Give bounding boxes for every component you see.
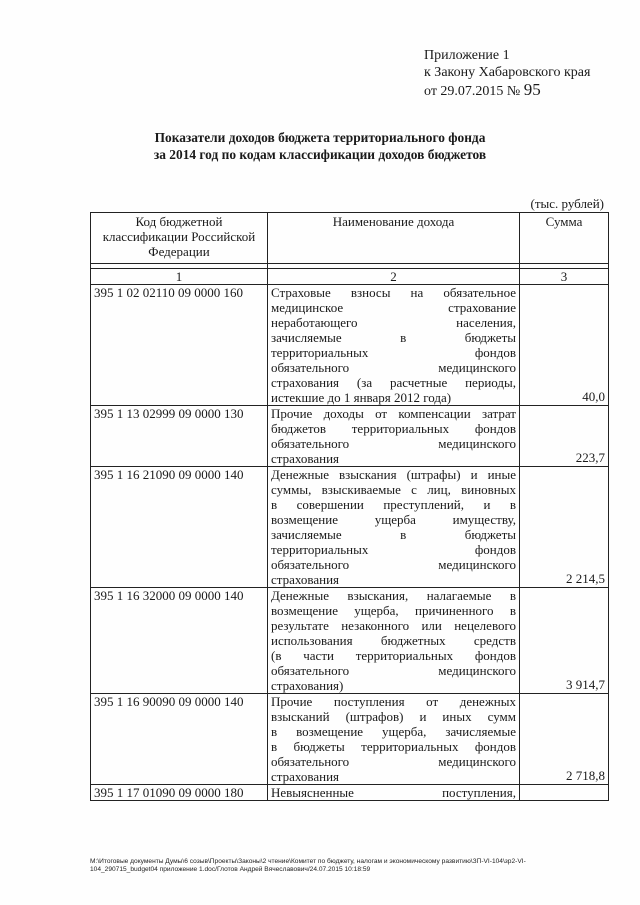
income-sum: 2 214,5 bbox=[520, 467, 609, 588]
income-name-line: использования бюджетных средств bbox=[271, 633, 516, 648]
units-label: (тыс. рублей) bbox=[530, 196, 604, 211]
income-name-line: (в части территориальных фондов bbox=[271, 648, 516, 663]
column-number: 3 bbox=[520, 269, 609, 285]
document-title bbox=[0, 129, 640, 163]
income-name-line: страхования bbox=[271, 572, 340, 587]
appendix-title: Приложение 1 bbox=[424, 48, 510, 63]
income-name-line: Денежные взыскания, налагаемые в bbox=[271, 588, 516, 603]
income-name-line: страхования bbox=[271, 769, 340, 784]
income-name-line: Денежные взыскания (штрафы) и иные bbox=[271, 467, 516, 482]
column-number: 2 bbox=[268, 269, 520, 285]
appendix-date bbox=[424, 81, 590, 100]
income-sum: 3 914,7 bbox=[520, 588, 609, 694]
income-name-line: Невыясненные поступления, bbox=[271, 785, 516, 800]
income-sum: 2 718,8 bbox=[520, 694, 609, 785]
income-name-line: бюджетов территориальных фондов bbox=[271, 421, 516, 436]
income-name bbox=[268, 406, 520, 467]
income-name-line: страхования bbox=[271, 451, 340, 466]
income-sum: 223,7 bbox=[520, 406, 609, 467]
income-name-line: истекшие до 1 января 2012 года) bbox=[271, 390, 452, 405]
table-row bbox=[91, 694, 609, 785]
table-body bbox=[91, 285, 609, 801]
income-name-line: возмещение ущерба, причиненного в bbox=[271, 603, 516, 618]
classification-code: 395 1 16 90090 09 0000 140 bbox=[91, 694, 268, 785]
appendix-number: 95 bbox=[523, 80, 541, 99]
appendix-block bbox=[424, 47, 590, 100]
header-code: Код бюджетной классификации Российской Федерации bbox=[91, 213, 268, 264]
income-name-line: Страховые взносы на обязательное bbox=[271, 285, 516, 300]
table-row bbox=[91, 406, 609, 467]
income-name bbox=[268, 467, 520, 588]
income-name-line: зачисляемые в бюджеты bbox=[271, 330, 516, 345]
classification-code: 395 1 17 01090 09 0000 180 bbox=[91, 785, 268, 801]
income-name-line: страхования) bbox=[271, 678, 344, 693]
income-name-line: обязательного медицинского bbox=[271, 754, 516, 769]
classification-code: 395 1 02 02110 09 0000 160 bbox=[91, 285, 268, 406]
table-header-row bbox=[91, 213, 609, 264]
appendix-law: к Закону Хабаровского края bbox=[424, 65, 591, 80]
income-name-line: страхования (за расчетные периоды, bbox=[271, 375, 516, 390]
income-sum bbox=[520, 785, 609, 801]
header-sum: Сумма bbox=[520, 213, 609, 264]
income-name-line: зачисляемые в бюджеты bbox=[271, 527, 516, 542]
income-sum: 40,0 bbox=[520, 285, 609, 406]
income-name-line: взысканий (штрафов) и иных сумм bbox=[271, 709, 516, 724]
income-name bbox=[268, 694, 520, 785]
income-name-line: Прочие поступления от денежных bbox=[271, 694, 516, 709]
income-name-line: обязательного медицинского bbox=[271, 663, 516, 678]
income-name-line: суммы, взыскиваемые с лиц, виновных bbox=[271, 482, 516, 497]
income-name-line: в возмещение ущерба, зачисляемые bbox=[271, 724, 516, 739]
income-name-line: неработающего населения, bbox=[271, 315, 516, 330]
income-name-line: возмещение ущерба имуществу, bbox=[271, 512, 516, 527]
income-name-line: обязательного медицинского bbox=[271, 436, 516, 451]
file-path-footer bbox=[90, 858, 610, 874]
income-name-line: в бюджеты территориальных фондов bbox=[271, 739, 516, 754]
income-name-line: медицинское страхование bbox=[271, 300, 516, 315]
income-table bbox=[90, 212, 609, 801]
title-line-1: Показатели доходов бюджета территориального фонда bbox=[154, 130, 486, 145]
income-name bbox=[268, 785, 520, 801]
header-name: Наименование дохода bbox=[268, 213, 520, 264]
classification-code: 395 1 16 32000 09 0000 140 bbox=[91, 588, 268, 694]
classification-code: 395 1 13 02999 09 0000 130 bbox=[91, 406, 268, 467]
column-number: 1 bbox=[91, 269, 268, 285]
table-row bbox=[91, 467, 609, 588]
income-name bbox=[268, 285, 520, 406]
income-name-line: результате незаконного или нецелевого bbox=[271, 618, 516, 633]
appendix-date-prefix: от 29.07.2015 № bbox=[424, 84, 521, 99]
footer-line-1: M:\Итоговые документы Думы\6 созыв\Проекты\Законы\2 чтение\Комитет по бюджету, налогам и экономическому развитию\ЗП-VI-104\зр2-VI- bbox=[90, 858, 526, 865]
income-name-line: Прочие доходы от компенсации затрат bbox=[271, 406, 516, 421]
table-row bbox=[91, 588, 609, 694]
income-name bbox=[268, 588, 520, 694]
income-name-line: обязательного медицинского bbox=[271, 360, 516, 375]
table-row bbox=[91, 285, 609, 406]
table-row bbox=[91, 785, 609, 801]
footer-line-2: 104_290715_budget04 приложение 1.doc/Глотов Андрей Вячеславович/24.07.2015 10:18:59 bbox=[90, 866, 371, 873]
income-name-line: обязательного медицинского bbox=[271, 557, 516, 572]
income-name-line: в совершении преступлений, и в bbox=[271, 497, 516, 512]
income-name-line: территориальных фондов bbox=[271, 542, 516, 557]
classification-code: 395 1 16 21090 09 0000 140 bbox=[91, 467, 268, 588]
income-name-line: территориальных фондов bbox=[271, 345, 516, 360]
column-number-row bbox=[91, 269, 609, 285]
title-line-2: за 2014 год по кодам классификации доходов бюджетов bbox=[153, 147, 487, 162]
